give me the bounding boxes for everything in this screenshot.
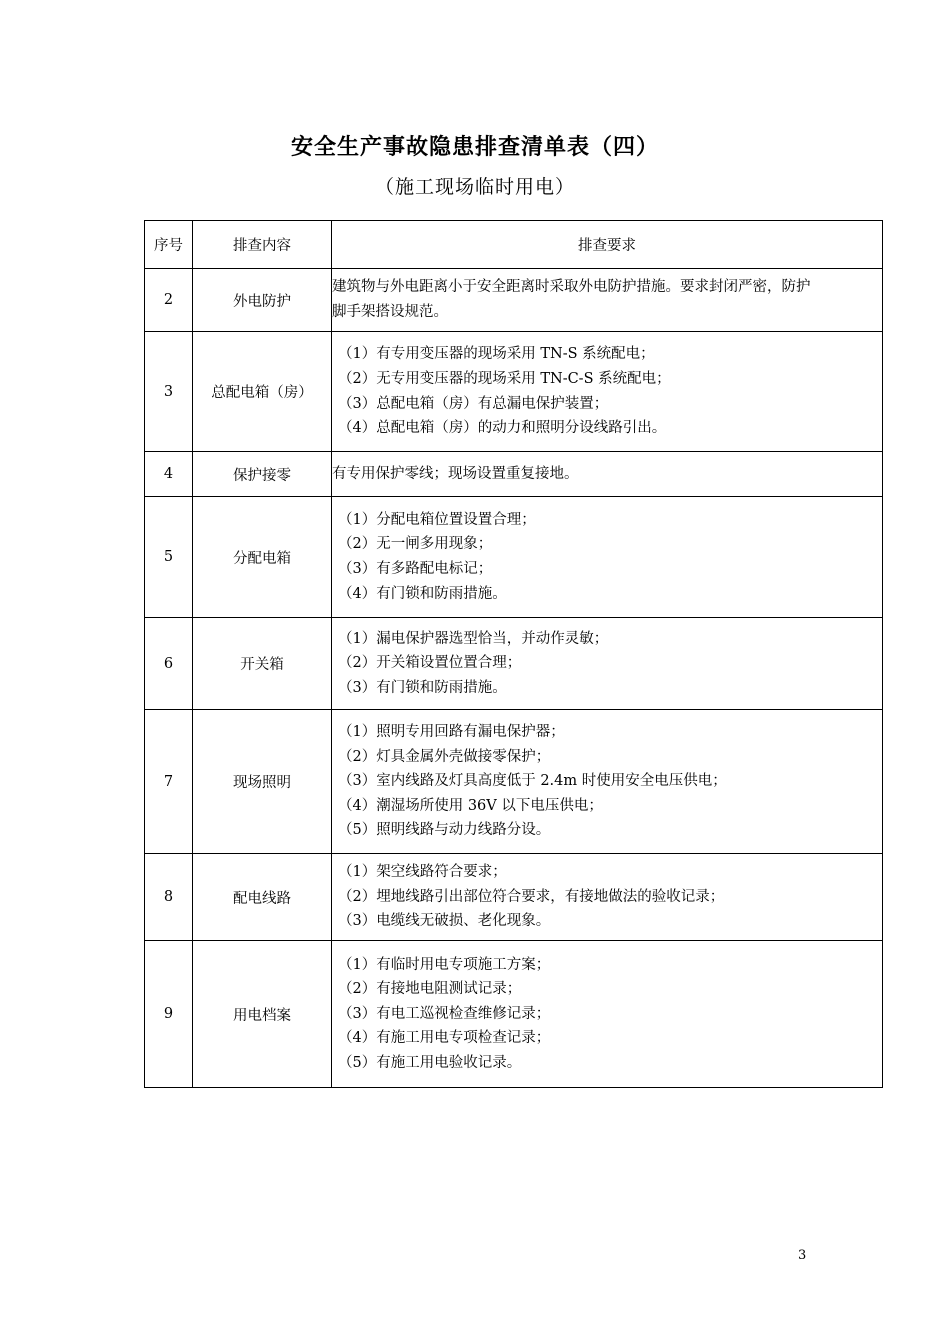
page-number: 3 xyxy=(798,1248,807,1263)
requirement-line: （2）开关箱设置位置合理； xyxy=(338,655,522,672)
table-header-row xyxy=(145,221,883,269)
row-number: 5 xyxy=(145,497,193,618)
requirement-line: 建筑物与外电距离小于安全距离时采取外电防护措施。要求封闭严密，防护 xyxy=(332,279,811,296)
requirement-line: 脚手架搭设规范。 xyxy=(332,304,448,320)
table-row xyxy=(145,710,883,854)
row-item: 分配电箱 xyxy=(193,497,332,618)
row-number: 3 xyxy=(145,332,193,452)
requirement-line: （3）有电工巡视检查维修记录； xyxy=(338,1005,551,1022)
header-inspection-requirement: 排查要求 xyxy=(332,221,883,269)
row-requirement xyxy=(332,854,883,941)
header-number: 序号 xyxy=(145,221,193,269)
requirement-line: （1）照明专用回路有漏电保护器； xyxy=(338,724,565,741)
table-row xyxy=(145,941,883,1088)
requirement-line: （3）总配电箱（房）有总漏电保护装置； xyxy=(338,395,609,412)
requirement-line: （1）漏电保护器选型恰当，并动作灵敏； xyxy=(338,630,609,647)
row-requirement xyxy=(332,618,883,710)
requirement-line: （3）电缆线无破损、老化现象。 xyxy=(338,913,551,930)
row-number: 2 xyxy=(145,269,193,332)
checklist-table xyxy=(144,220,883,1088)
row-item: 开关箱 xyxy=(193,618,332,710)
document-title: 安全生产事故隐患排查清单表（四） xyxy=(290,135,659,160)
requirement-line: （4）有施工用电专项检查记录； xyxy=(338,1030,551,1047)
row-number: 6 xyxy=(145,618,193,710)
requirement-line: （2）无专用变压器的现场采用 TN-C-S 系统配电； xyxy=(338,370,671,387)
requirement-line: （4）总配电箱（房）的动力和照明分设线路引出。 xyxy=(338,420,667,437)
requirement-line: （3）有门锁和防雨措施。 xyxy=(338,679,507,696)
row-number: 7 xyxy=(145,710,193,854)
row-item: 外电防护 xyxy=(193,269,332,332)
document-subtitle: （施工现场临时用电） xyxy=(374,176,575,198)
header-inspection-item: 排查内容 xyxy=(193,221,332,269)
requirement-line: （4）有门锁和防雨措施。 xyxy=(338,585,507,602)
row-requirement xyxy=(332,452,883,497)
row-number: 9 xyxy=(145,941,193,1088)
table-row xyxy=(145,854,883,941)
requirement-line: （2）埋地线路引出部位符合要求，有接地做法的验收记录； xyxy=(338,888,725,905)
requirement-line: （5）有施工用电验收记录。 xyxy=(338,1054,522,1071)
requirement-line: （5）照明线路与动力线路分设。 xyxy=(338,822,551,839)
row-item: 现场照明 xyxy=(193,710,332,854)
requirement-line: （2）有接地电阻测试记录； xyxy=(338,981,522,998)
requirement-line: （4）潮湿场所使用 36V 以下电压供电； xyxy=(338,797,603,814)
requirement-line: 有专用保护零线；现场设置重复接地。 xyxy=(332,465,579,482)
requirement-line: （2）灯具金属外壳做接零保护； xyxy=(338,748,551,765)
row-number: 8 xyxy=(145,854,193,941)
requirement-line: （1）架空线路符合要求； xyxy=(338,864,507,881)
requirement-line: （1）有专用变压器的现场采用 TN-S 系统配电； xyxy=(338,346,655,363)
row-requirement xyxy=(332,710,883,854)
row-requirement xyxy=(332,497,883,618)
table-row xyxy=(145,497,883,618)
requirement-line: （3）有多路配电标记； xyxy=(338,561,493,577)
table-row xyxy=(145,332,883,452)
requirement-line: （3）室内线路及灯具高度低于 2.4m 时使用安全电压供电； xyxy=(338,773,727,790)
row-number: 4 xyxy=(145,452,193,497)
row-requirement xyxy=(332,941,883,1088)
requirement-line: （1）分配电箱位置设置合理； xyxy=(338,511,536,528)
row-item: 用电档案 xyxy=(193,941,332,1088)
table-row xyxy=(145,618,883,710)
row-item: 总配电箱（房） xyxy=(193,332,332,452)
table-row xyxy=(145,269,883,332)
row-item: 保护接零 xyxy=(193,452,332,497)
requirement-line: （2）无一闸多用现象； xyxy=(338,536,493,553)
row-requirement xyxy=(332,269,883,332)
table-row xyxy=(145,452,883,497)
requirement-line: （1）有临时用电专项施工方案； xyxy=(338,956,551,973)
row-item: 配电线路 xyxy=(193,854,332,941)
row-requirement xyxy=(332,332,883,452)
